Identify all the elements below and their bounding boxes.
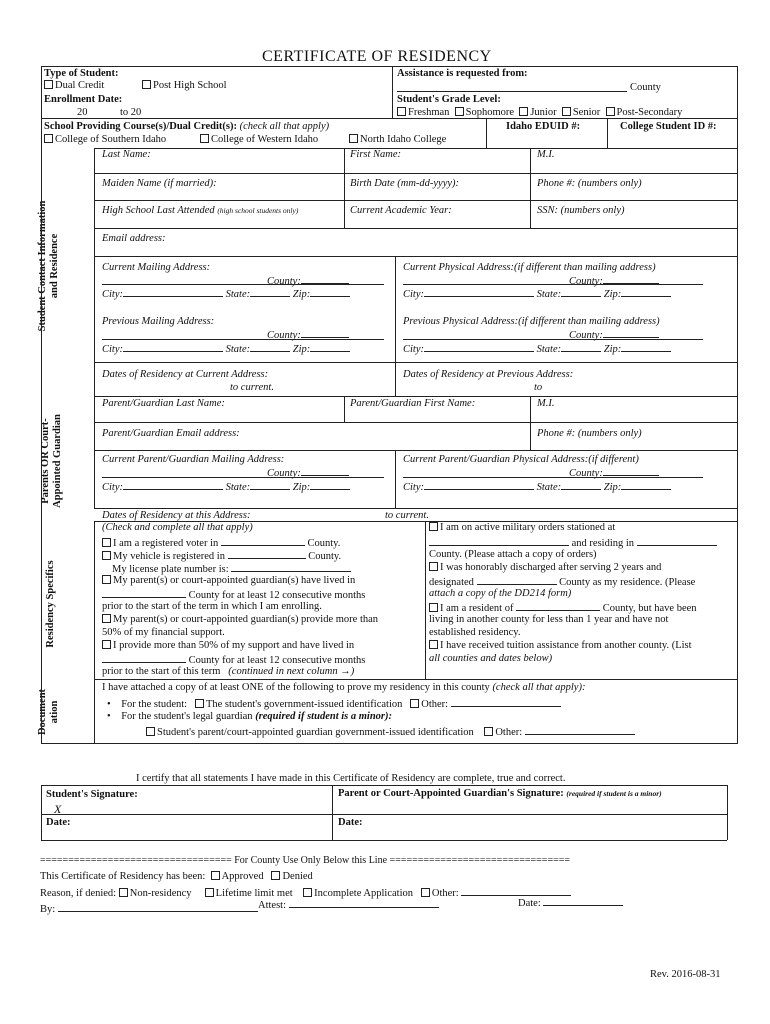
post-high-school-option[interactable] [142,80,227,92]
rule [486,118,487,148]
checkbox[interactable] [397,107,406,116]
voter-option[interactable]: I am a registered voter in County. [102,536,340,550]
rule [344,396,345,422]
rule [41,814,727,815]
college-id-label: College Student ID #: [620,121,717,132]
self-county-row: County for at least 12 consecutive months [102,653,365,667]
checkbox[interactable] [142,80,151,89]
county-field: County: [569,466,659,480]
checkbox[interactable] [429,640,438,649]
guardian-id-option[interactable]: Student's parent/court-appointed guardian government-issued identification [157,727,474,738]
birth-date-label: Birth Date (mm-dd-yyyy): [350,178,460,189]
county-field: County: [267,466,349,480]
parent-county-row: County for at least 12 consecutive months [102,588,365,602]
signature-x[interactable]: X [54,802,62,816]
hs-last-row [102,205,298,217]
college-western-label: College of Western Idaho [211,134,319,145]
rule [392,66,393,118]
first-name-label: First Name: [350,149,402,160]
grade-freshman[interactable]: Freshman [408,107,450,118]
checkbox[interactable] [303,888,312,897]
grade-sophomore[interactable]: Sophomore [465,107,515,118]
rule [94,200,738,201]
email-label: Email address: [102,233,166,244]
doc-attached-row: I have attached a copy of at least ONE of the following to prove my residency in this county (check all that apply): [102,682,586,693]
rule [94,521,95,743]
phone-label: Phone #: (numbers only) [537,178,642,189]
side-label-specifics: Residency Specifics [45,560,56,648]
checkbox[interactable] [146,727,155,736]
grade-junior[interactable]: Junior [530,107,557,118]
student-signature-label: Student's Signature: [46,789,138,800]
for-guardian-row: • For the student's legal guardian (required if student is a minor): [107,711,392,722]
school-providing-label: School Providing Course(s)/Dual Credit(s): [44,121,237,132]
checkbox[interactable] [205,888,214,897]
previous-mailing-label: Previous Mailing Address: [102,316,215,327]
enrollment-20: 20 [77,107,88,118]
rule [94,450,738,451]
address-line[interactable] [403,284,703,285]
north-idaho-option[interactable] [349,134,446,146]
vehicle-option[interactable]: My vehicle is registered in County. [102,549,341,563]
rule [41,66,737,67]
rule [94,256,738,257]
checkbox[interactable] [102,551,111,560]
rule [395,256,396,362]
last-name-label: Last Name: [102,149,151,160]
checkbox[interactable] [410,699,419,708]
checkbox[interactable] [429,603,438,612]
enrollment-to-20: to 20 [120,107,142,118]
pg-physical-label: Current Parent/Guardian Physical Address:(if different) [403,454,639,465]
living-text: living in another county for less than 1 year and have not [429,614,669,625]
rule [94,422,738,423]
dual-credit-label: Dual Credit [55,80,105,91]
reason-row: Reason, if denied: Non-residency Lifetime limit met Incomplete Application Other: [40,886,571,900]
checkbox[interactable] [44,134,53,143]
military-option[interactable]: I am on active military orders stationed at [429,522,615,534]
checkbox[interactable] [211,871,220,880]
resident-of-option[interactable]: I am a resident of County, but have been [429,601,697,615]
parent-date-label[interactable]: Date: [338,817,363,828]
parent-lived-option[interactable]: My parent(s) or court-appointed guardian(s) have lived in [102,575,355,587]
ssn-label: SSN: (numbers only) [537,205,625,216]
parent-signature-row: Parent or Court-Appointed Guardian's Signature: (required if student is a minor) [338,788,662,799]
pg-mi-label: M.I. [537,398,555,409]
checkbox[interactable] [562,107,571,116]
side-label-parents: Parents OR Court- Appointed Guardian [40,414,63,508]
city-field: City: State: Zip: [102,342,350,356]
counties-note: all counties and dates below) [429,653,553,664]
checkbox[interactable] [195,699,204,708]
pg-mailing-label: Current Parent/Guardian Mailing Address: [102,454,285,465]
enrollment-date-label: Enrollment Date: [44,94,123,105]
rule [94,173,738,174]
county-field: County: [569,328,659,342]
checkbox[interactable] [421,888,430,897]
parent-support-option[interactable]: My parent(s) or court-appointed guardian(s) provide more than [102,614,378,626]
checkbox[interactable] [271,871,280,880]
rule [395,450,396,508]
designated-row: designated County as my residence. (Please [429,577,696,588]
county-field: County: [569,274,659,288]
prior-start-row: prior to the start of this term (continued in next column →) [102,666,355,677]
academic-year-label: Current Academic Year: [350,205,452,216]
checkbox[interactable] [119,888,128,897]
to-current-label: to current. [385,510,429,521]
side-label-student: Student Contact Information and Residence [37,200,60,332]
approved-option[interactable]: Approved [221,871,264,882]
address-line[interactable] [403,477,703,478]
rule [94,679,738,680]
city-field: City: State: Zip: [403,287,671,301]
check-all-note: (check all that apply) [239,121,330,132]
rule [530,148,531,228]
checkbox[interactable] [200,134,209,143]
college-southern-label: College of Southern Idaho [55,134,167,145]
rule [94,148,95,508]
support-text: 50% of my financial support. [102,627,225,638]
north-idaho-label: North Idaho College [360,134,447,145]
side-label-documentation: Document ation [37,688,60,736]
dates-previous-label: Dates of Residency at Previous Address: [403,369,574,380]
hs-note: (high school students only) [217,206,299,215]
checkbox[interactable] [102,538,111,547]
certify-text: I certify that all statements I have made in this Certificate of Residency are complete, true and correct. [136,773,566,784]
denied-option[interactable]: Denied [282,871,313,882]
county-line[interactable] [397,91,627,92]
rule [41,66,42,743]
for-student-row: • For the student: The student's government-issued identification Other: [107,697,561,711]
pg-email-label: Parent/Guardian Email address: [102,428,240,439]
idaho-eduid-label: Idaho EDUID #: [506,121,581,132]
rule [344,148,345,228]
rule [41,785,42,840]
established-text: established residency. [429,627,521,638]
mi-label: M.I. [537,149,555,160]
address-line[interactable] [102,339,384,340]
address-line[interactable] [102,477,384,478]
discharged-option[interactable]: I was honorably discharged after serving 2 years and [429,562,661,574]
current-mailing-label: Current Mailing Address: [102,262,211,273]
pg-first-name-label: Parent/Guardian First Name: [350,398,476,409]
lifetime-option[interactable]: Lifetime limit met [215,888,293,899]
checkbox[interactable] [102,575,111,584]
rule [41,840,727,841]
attest-row: Attest: [258,898,439,912]
checkbox[interactable] [44,80,53,89]
checkbox[interactable] [519,107,528,116]
rule [530,396,531,450]
type-of-student-label: Type of Student: [44,68,119,79]
guardian-id-row: Student's parent/court-appointed guardian government-issued identification Other: [146,725,635,739]
to-label: to [534,382,543,393]
hs-last-label: High School Last Attended [102,205,215,216]
grade-senior[interactable]: Senior [572,107,601,118]
county-label: County [630,82,661,93]
nonresidency-option[interactable]: Non-residency [129,888,192,899]
rule [94,743,738,744]
rule [727,785,728,840]
by-row: By: [40,902,258,916]
checkbox[interactable] [484,727,493,736]
city-field: City: State: Zip: [403,342,671,356]
student-id-option[interactable]: The student's government-issued identification [205,699,403,710]
checkbox[interactable] [429,562,438,571]
rule [94,508,738,509]
city-field: City: State: Zip: [102,480,350,494]
dates-current-label: Dates of Residency at Current Address: [102,369,269,380]
maiden-name-label: Maiden Name (if married): [102,178,217,189]
city-field: City: State: Zip: [403,480,671,494]
certificate-status-row: This Certificate of Residency has been: Approved Denied [40,871,313,882]
previous-physical-label: Previous Physical Address:(if different than mailing address) [403,316,660,327]
rule [607,118,608,148]
college-western-option[interactable] [200,134,318,146]
to-current-label: to current. [230,382,274,393]
self-support-option[interactable]: I provide more than 50% of my support and have lived in [102,640,354,652]
assistance-label: Assistance is requested from: [397,68,528,79]
pg-phone-label: Phone #: (numbers only) [537,428,642,439]
checkbox[interactable] [606,107,615,116]
rule [94,148,738,149]
incomplete-option[interactable]: Incomplete Application [314,888,414,899]
address-line[interactable] [403,339,703,340]
address-line[interactable] [102,284,384,285]
revision-label: Rev. 2016-08-31 [650,969,721,980]
license-plate-row: My license plate number is: [112,562,351,576]
checkbox[interactable] [429,522,438,531]
dual-credit-option[interactable] [44,80,104,92]
grade-post-secondary[interactable]: Post-Secondary [616,107,683,118]
rule [94,396,738,397]
checkbox[interactable] [102,640,111,649]
county-field: County: [267,328,349,342]
rule [737,66,738,743]
student-date-label[interactable]: Date: [46,817,71,828]
rule [332,785,333,840]
county-date-row: Date: [518,896,623,910]
rule [41,743,95,744]
county-field: County: [267,274,349,288]
rule [395,362,396,396]
checkbox[interactable] [455,107,464,116]
tuition-option[interactable]: I have received tuition assistance from another county. (List [429,640,692,652]
county-use-line: ================================== For County Use Only Below this Line ================================ [40,855,570,866]
rule [41,118,737,119]
current-physical-label: Current Physical Address:(if different than mailing address) [403,262,656,273]
city-field: City: State: Zip: [102,287,350,301]
school-providing-row [44,121,329,133]
prior-term-text: prior to the start of the term in which I am enrolling. [102,601,322,612]
check-complete-note: (Check and complete all that apply) [102,522,253,533]
dd214-note: attach a copy of the DD214 form) [429,588,572,599]
college-southern-option[interactable] [44,134,166,146]
rule [94,228,738,229]
orders-note: County. (Please attach a copy of orders) [429,549,597,560]
grade-level-label: Student's Grade Level: [397,94,501,105]
page-title: CERTIFICATE OF RESIDENCY [262,48,492,65]
rule [425,521,426,679]
checkbox[interactable] [102,614,111,623]
rule [94,362,738,363]
post-high-school-label: Post High School [153,80,227,91]
pg-last-name-label: Parent/Guardian Last Name: [102,398,225,409]
dates-this-label: Dates of Residency at this Address: [102,510,251,521]
checkbox[interactable] [349,134,358,143]
rule [41,785,727,786]
military-residing-row: and residing in [429,536,717,550]
